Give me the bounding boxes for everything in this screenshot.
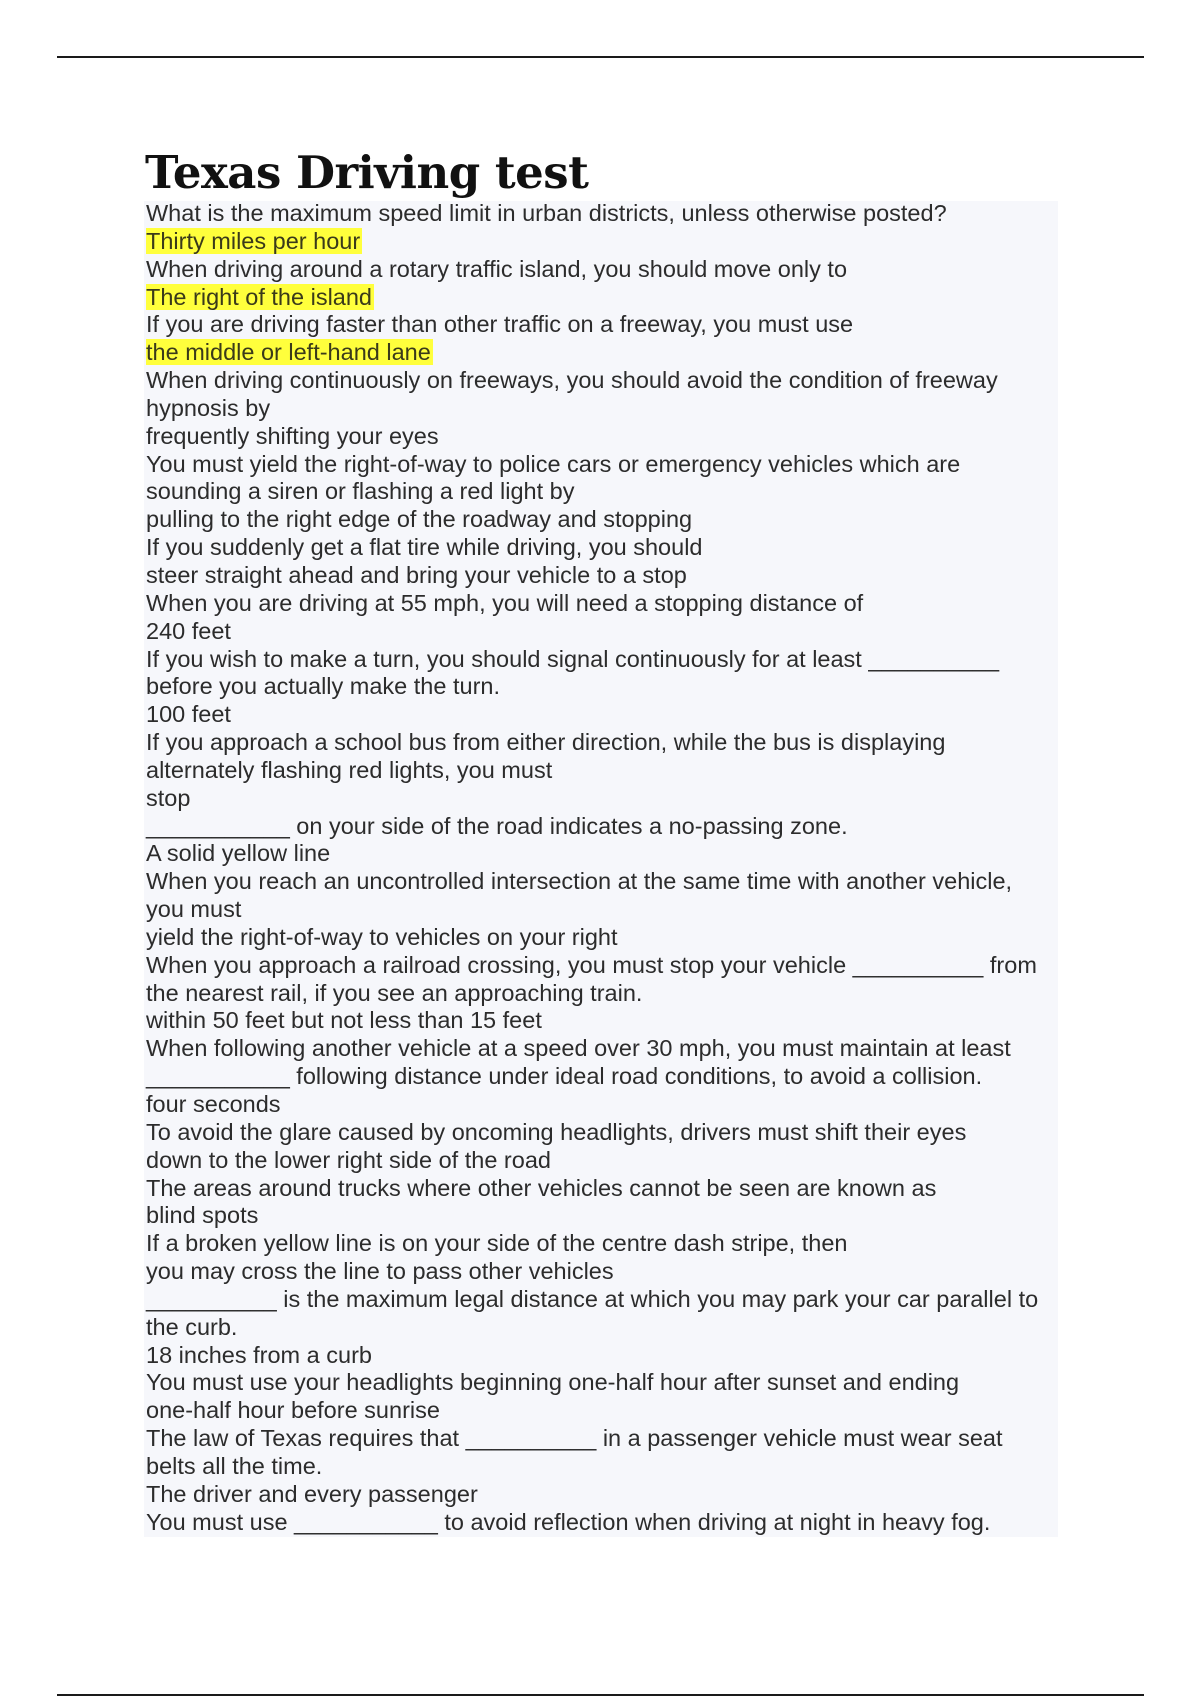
line-text: To avoid the glare caused by oncoming headlights, drivers must shift their eyes: [146, 1118, 967, 1145]
text-line: [146, 590, 1066, 618]
text-line: [146, 1509, 1066, 1537]
highlighted-answer: the middle or left-hand lane: [146, 339, 431, 366]
text-line: [146, 1481, 1066, 1509]
line-text: steer straight ahead and bring your vehicle to a stop: [146, 561, 687, 588]
text-line: [146, 1147, 1066, 1175]
line-text: When you are driving at 55 mph, you will need a stopping distance of: [146, 589, 864, 616]
text-line: [146, 506, 1066, 534]
highlighted-answer: Thirty miles per hour: [146, 227, 361, 254]
text-line: [146, 1453, 1066, 1481]
text-line: [146, 1286, 1066, 1314]
text-line: [146, 1119, 1066, 1147]
text-line: [146, 1314, 1066, 1342]
bottom-rule: [57, 1694, 1144, 1696]
line-text: When driving continuously on freeways, you should avoid the condition of freeway: [146, 367, 998, 394]
line-text: You must use your headlights beginning one-half hour after sunset and ending: [146, 1369, 960, 1396]
text-line: [146, 840, 1066, 868]
highlighted-answer: The right of the island: [146, 283, 372, 310]
text-line: [146, 478, 1066, 506]
line-text: four seconds: [146, 1091, 281, 1117]
line-text: alternately flashing red lights, you must: [146, 756, 553, 783]
line-text: you must: [146, 896, 242, 923]
text-line: [146, 395, 1066, 423]
text-line: [146, 1035, 1066, 1063]
text-line: [146, 757, 1066, 785]
line-text: The areas around trucks where other vehicles cannot be seen are known as: [146, 1174, 937, 1201]
line-text: 100 feet: [146, 701, 231, 728]
line-text: If you suddenly get a flat tire while driving, you should: [146, 534, 703, 561]
line-text: The driver and every passenger: [146, 1480, 478, 1507]
line-text: within 50 feet but not less than 15 feet: [146, 1007, 542, 1034]
text-line: [146, 1202, 1066, 1230]
line-text: When following another vehicle at a speed over 30 mph, you must maintain at least: [146, 1035, 1011, 1062]
line-text: ___________ on your side of the road indicates a no-passing zone.: [146, 812, 848, 839]
text-line: [146, 1369, 1066, 1397]
document-title: Texas Driving test: [145, 146, 589, 199]
text-line: [146, 1175, 1066, 1203]
line-text: The law of Texas requires that __________ in a passenger vehicle must wear seat: [146, 1425, 1003, 1452]
line-text: frequently shifting your eyes: [146, 422, 439, 449]
line-text: pulling to the right edge of the roadway and stopping: [146, 506, 693, 533]
line-text: you may cross the line to pass other vehicles: [146, 1258, 614, 1285]
text-line: [146, 1397, 1066, 1425]
line-text: 240 feet: [146, 617, 231, 644]
line-text: the curb.: [146, 1313, 238, 1340]
line-text: before you actually make the turn.: [146, 673, 501, 700]
question-answer-list: [146, 200, 1066, 1537]
text-line: [146, 1342, 1066, 1370]
line-text: If a broken yellow line is on your side of the centre dash stripe, then: [146, 1230, 848, 1257]
text-line: [146, 813, 1066, 841]
line-text: If you approach a school bus from either direction, while the bus is displaying: [146, 729, 946, 756]
line-text: yield the right-of-way to vehicles on your right: [146, 923, 618, 950]
text-line: [146, 200, 1066, 228]
text-line: [146, 924, 1066, 952]
line-text: __________ is the maximum legal distance at which you may park your car parallel to: [146, 1285, 1039, 1312]
text-line: [146, 1425, 1066, 1453]
text-line: [146, 451, 1066, 479]
text-line: [146, 1230, 1066, 1258]
line-text: When you reach an uncontrolled intersection at the same time with another vehicle,: [146, 868, 1013, 895]
line-text: If you wish to make a turn, you should signal continuously for at least __________: [146, 645, 1000, 672]
highlighted-answer-line: [146, 339, 1066, 367]
text-line: [146, 1007, 1066, 1035]
text-line: [146, 562, 1066, 590]
text-line: [146, 646, 1066, 674]
text-line: [146, 311, 1066, 339]
text-line: [146, 1091, 1066, 1119]
line-text: What is the maximum speed limit in urban districts, unless otherwise posted?: [146, 200, 947, 226]
line-text: one-half hour before sunrise: [146, 1397, 440, 1424]
text-line: [146, 868, 1066, 896]
line-text: down to the lower right side of the road: [146, 1146, 551, 1173]
top-rule: [57, 56, 1144, 58]
line-text: A solid yellow line: [146, 840, 331, 867]
line-text: sounding a siren or flashing a red light by: [146, 478, 575, 505]
line-text: If you are driving faster than other traffic on a freeway, you must use: [146, 311, 854, 338]
text-line: [146, 1063, 1066, 1091]
line-text: blind spots: [146, 1202, 259, 1229]
text-line: [146, 618, 1066, 646]
line-text: When you approach a railroad crossing, you must stop your vehicle __________ from: [146, 951, 1037, 978]
text-line: [146, 673, 1066, 701]
text-line: [146, 785, 1066, 813]
text-line: [146, 423, 1066, 451]
text-line: [146, 729, 1066, 757]
line-text: You must use ___________ to avoid reflection when driving at night in heavy fog.: [146, 1508, 991, 1535]
text-line: [146, 701, 1066, 729]
line-text: belts all the time.: [146, 1452, 323, 1479]
line-text: stop: [146, 784, 191, 811]
line-text: the nearest rail, if you see an approaching train.: [146, 979, 643, 1006]
highlighted-answer-line: [146, 284, 1066, 312]
line-text: hypnosis by: [146, 394, 271, 421]
line-text: 18 inches from a curb: [146, 1341, 372, 1368]
text-line: [146, 1258, 1066, 1286]
text-line: [146, 534, 1066, 562]
line-text: You must yield the right-of-way to police cars or emergency vehicles which are: [146, 450, 961, 477]
text-line: [146, 980, 1066, 1008]
highlighted-answer-line: [146, 228, 1066, 256]
line-text: When driving around a rotary traffic island, you should move only to: [146, 255, 848, 282]
text-line: [146, 367, 1066, 395]
text-line: [146, 256, 1066, 284]
line-text: ___________ following distance under ideal road conditions, to avoid a collision.: [146, 1063, 983, 1090]
text-line: [146, 952, 1066, 980]
text-line: [146, 896, 1066, 924]
